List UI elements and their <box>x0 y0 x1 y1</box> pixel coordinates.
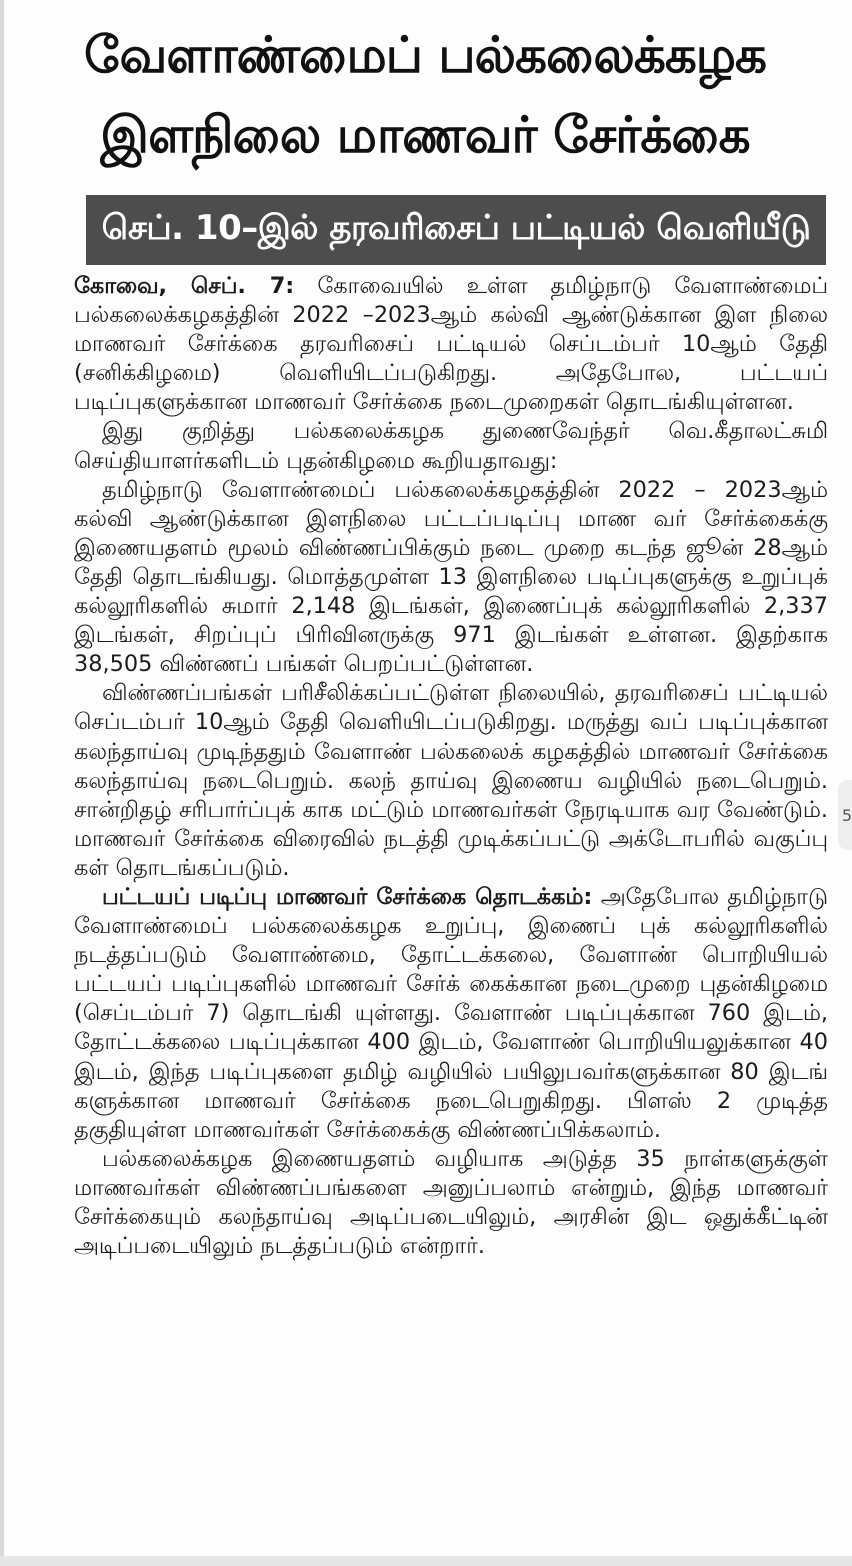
paragraph-5-text: அதேபோல தமிழ்நாடு வேளாண்மைப் பல்கலைக்கழக உறுப்பு, இணைப் புக் கல்லூரிகளில் நடத்தப்படும் வேளாண்மை, தோட்டக்கலை, வேளாண் பொறியியல் பட்டயப் படிப்புகளில் மாணவர் சேர்க் கைக்கான நடைமுறை புதன்கிழமை (செப்டம்பர் 7) தொடங்கி யுள்ளது. வேளாண் படிப்புக்கான 760 இடம், தோட்டக்கலை படிப்புக்கான 400 இடம், வேளாண் பொறியியலுக்கான 40 இடம், இந்த படிப்புகளை தமிழ் வழியில் பயிலுபவர்களுக்கான 80 இடங் களுக்கான மாணவர் சேர்க்கை நடைபெறுகிறது. பிளஸ் 2 முடித்த தகுதியுள்ள மாணவர்கள் சேர்க்கைக்கு விண்ணப்பிக்கலாம். <box>74 883 828 1143</box>
bottom-edge <box>0 1556 852 1566</box>
paragraph-5-lead: பட்டயப் படிப்பு மாணவர் சேர்க்கை தொடக்கம்: <box>102 883 593 910</box>
article-body <box>74 272 828 1261</box>
paragraph-3: தமிழ்நாடு வேளாண்மைப் பல்கலைக்கழகத்தின் 2022 – 2023ஆம் கல்வி ஆண்டுக்கான இளநிலை பட்டப்படிப்பு மாண வர் சேர்க்கைக்கு இணையதளம் மூலம் விண்ணப்பிக்கும் நடை முறை கடந்த ஜூன் 28ஆம் தேதி தொடங்கியது. மொத்தமுள்ள 13 இளநிலை படிப்புகளுக்கு உறுப்புக் கல்லூரிகளில் சுமார் 2,148 இடங்கள், இணைப்புக் கல்லூரிகளில் 2,337 இடங்கள், சிறப்புப் பிரிவினருக்கு 971 இடங்கள் உள்ளன. இதற்காக 38,505 விண்ணப் பங்கள் பெறப்பட்டுள்ளன. <box>74 476 828 678</box>
paragraph-1 <box>74 272 828 417</box>
headline-line-1: வேளாண்மைப் பல்கலைக்கழக <box>83 26 767 84</box>
subheadline-text: செப். 10–இல் தரவரிசைப் பட்டியல் வெளியீடு <box>101 208 811 248</box>
paragraph-6: பல்கலைக்கழக இணையதளம் வழியாக அடுத்த 35 நாள்களுக்குள் மாணவர்கள் விண்ணப்பங்களை அனுப்பலாம் என்றும், இந்த மாணவர் சேர்க்கையும் கலந்தாய்வு அடிப்படையிலும், அரசின் இட ஒதுக்கீட்டின் அடிப்படையிலும் நடத்தப்படும் என்றார். <box>74 1145 828 1260</box>
paragraph-4: விண்ணப்பங்கள் பரிசீலிக்கப்பட்டுள்ள நிலையில், தரவரிசைப் பட்டியல் செப்டம்பர் 10ஆம் தேதி வெளியிடப்படுகிறது. மருத்து வப் படிப்புக்கான கலந்தாய்வு முடிந்ததும் வேளாண் பல்கலைக் கழகத்தில் மாணவர் சேர்க்கை கலந்தாய்வு நடைபெறும். கலந் தாய்வு இணைய வழியில் நடைபெறும். சான்றிதழ் சரிபார்ப்புக் காக மட்டும் மாணவர்கள் நேரடியாக வர வேண்டும். மாணவர் சேர்க்கை விரைவில் நடத்தி முடிக்கப்பட்டு அக்டோபரில் வகுப்பு கள் தொடங்கப்படும். <box>74 680 828 881</box>
subheadline-banner <box>86 195 826 265</box>
paragraph-1-text: கோவையில் உள்ள தமிழ்நாடு வேளாண்மைப் பல்கலைக்கழகத்தின் 2022 –2023ஆம் கல்வி ஆண்டுக்கான இள நிலை மாணவர் சேர்க்கை தரவரிசைப் பட்டியல் செப்டம்பர் 10ஆம் தேதி (சனிக்கிழமை) வெளியிடப்படுகிறது. அதேபோல, பட்டயப் படிப்புகளுக்கான மாணவர் சேர்க்கை நடைமுறைகள் தொடங்கியுள்ளன. <box>74 273 828 416</box>
left-border <box>0 0 4 1566</box>
headline-line-2: இளநிலை மாணவர் சேர்க்கை <box>100 106 750 164</box>
dateline: கோவை, செப். 7: <box>74 273 295 299</box>
paragraph-5 <box>74 883 828 1145</box>
page-edge-number: 5 <box>841 806 852 825</box>
paragraph-2: இது குறித்து பல்கலைக்கழக துணைவேந்தர் வெ.கீதாலட்சுமி செய்தியாளர்களிடம் புதன்கிழமை கூறியதாவது: <box>74 418 828 474</box>
